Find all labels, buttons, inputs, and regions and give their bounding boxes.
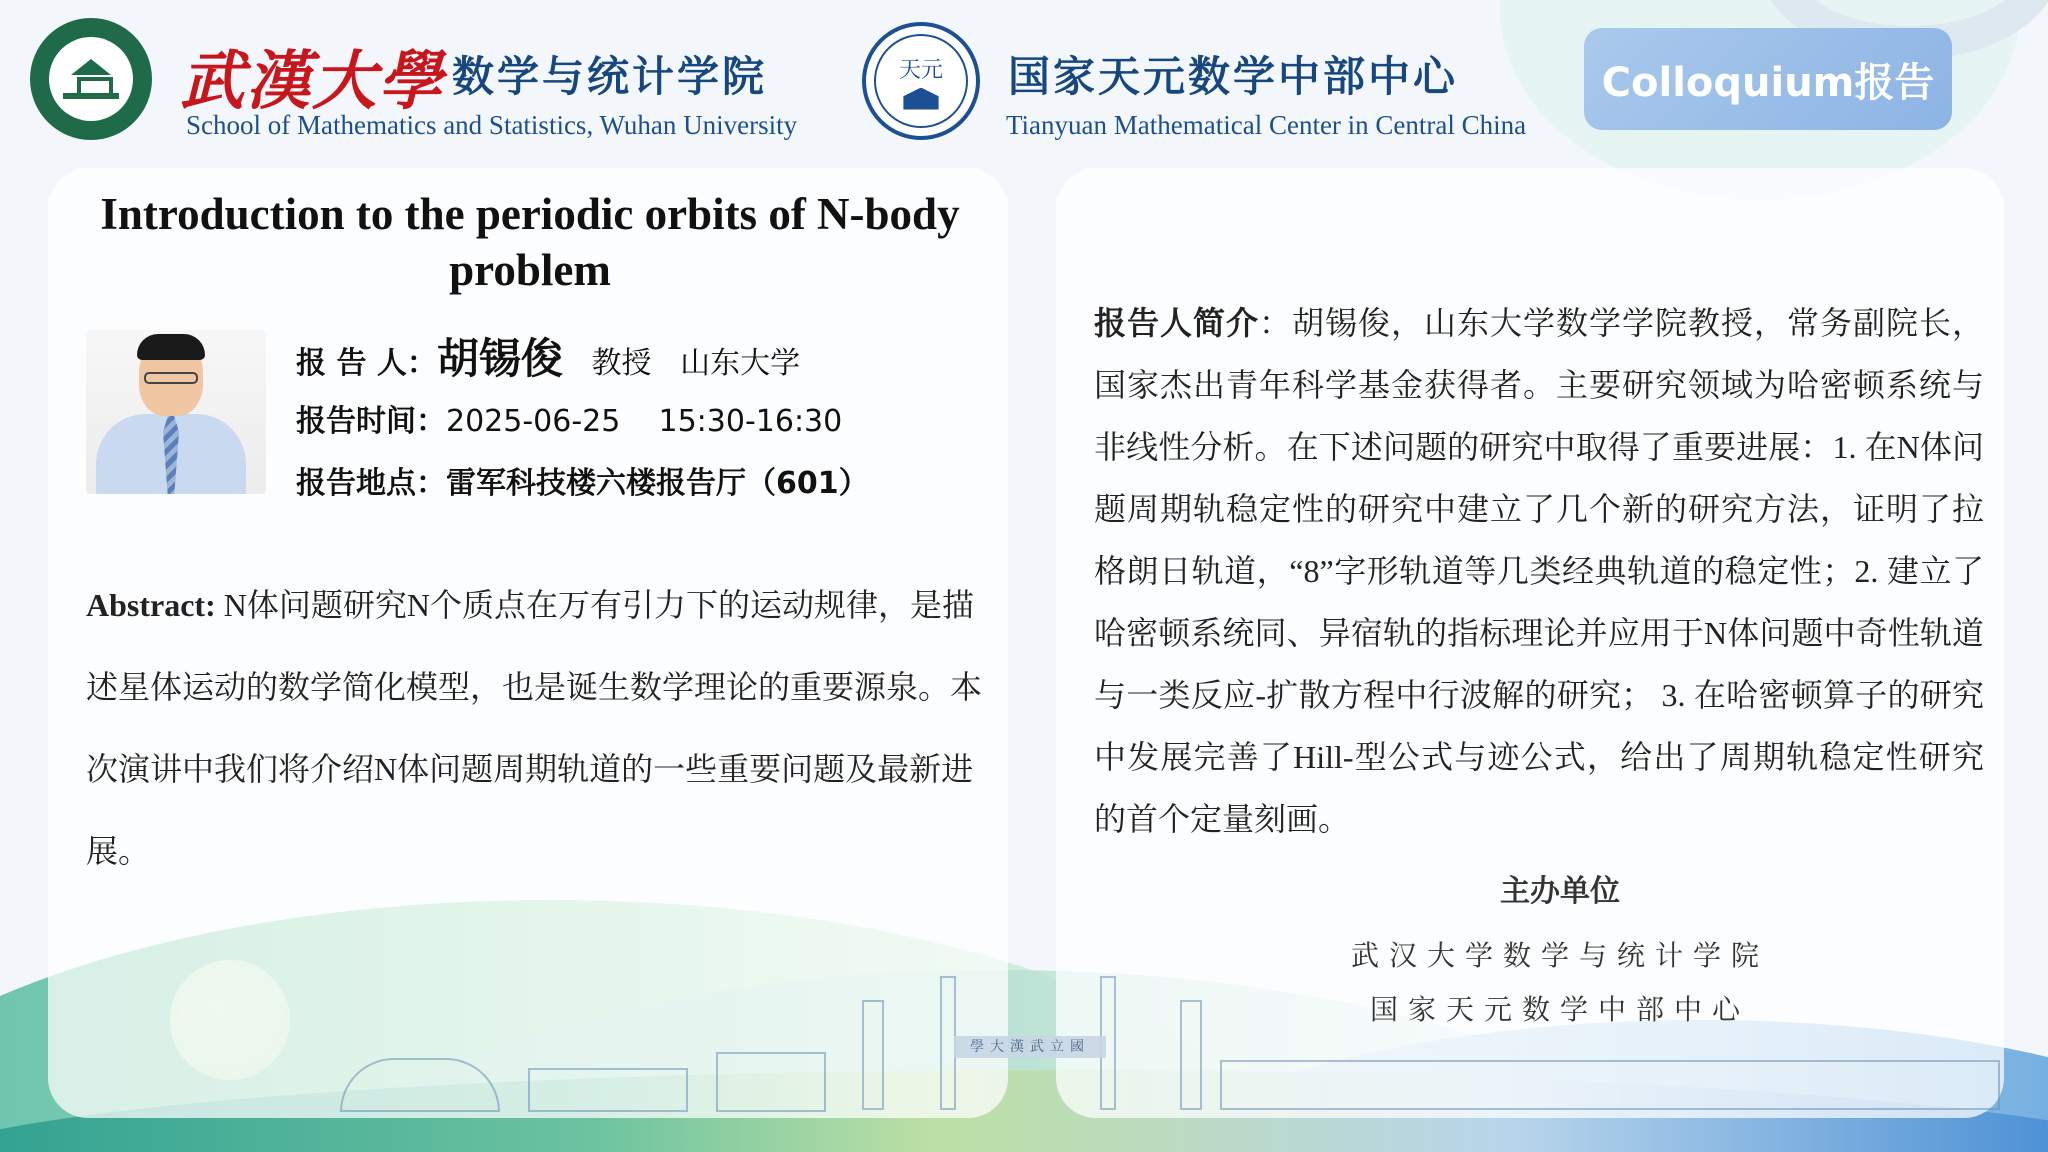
- university-calligraphy: 武漢大學: [180, 44, 444, 119]
- colloquium-badge: [1584, 28, 1952, 130]
- bio-text: ：胡锡俊，山东大学数学学院教授，常务副院长，国家杰出青年科学基金获得者。主要研究领域为哈密顿系统与非线性分析。在下述问题的研究中取得了重要进展：1. 在N体问题周期轨稳定性的研究中建立了几个新的研究方法，证明了拉格朗日轨道，“8”字形轨道等几类经典轨道的稳定性；2. 建立了哈密顿系统同、异宿轨的指标理论并应用于N体问题中奇性轨道与一类反应-扩散方程中行波解的研究； 3. 在哈密顿算子的研究中发展完善了Hill-型公式与迹公式，给出了周期轨稳定性研究的首个定量刻画。: [1094, 305, 1984, 837]
- organizer-item: 国家天元数学中部中心: [1369, 993, 1750, 1026]
- organizer-item: 武汉大学数学与统计学院: [1350, 939, 1769, 972]
- gate-plaque: 學大漢武立國: [954, 1036, 1106, 1058]
- abstract-text: N体问题研究N个质点在万有引力下的运动规律，是描述星体运动的数学简化模型，也是诞生数学理论的重要源泉。本次演讲中我们将介绍N体问题周期轨道的一些重要问题及最新进展。: [86, 587, 983, 869]
- time-value: 2025-06-25 15:30-16:30: [446, 404, 843, 439]
- time-label: 报告时间：: [296, 404, 446, 439]
- badge-label: Colloquium报告: [1601, 59, 1935, 106]
- center-name-en: Tianyuan Mathematical Center in Central China: [1006, 110, 1527, 140]
- building-silhouette: [716, 1052, 826, 1112]
- center-name-cn: 国家天元数学中部中心: [1008, 52, 1459, 101]
- tianyuan-center-logo: 天元: [862, 22, 980, 140]
- abstract-label: Abstract:: [86, 587, 216, 623]
- building-silhouette: [528, 1068, 688, 1112]
- speaker-name: 胡锡俊: [436, 334, 563, 383]
- school-name-cn: 数学与统计学院: [452, 52, 768, 101]
- speaker-title: 教授: [591, 346, 652, 381]
- talk-title: Introduction to the periodic orbits of N-body problem: [100, 189, 960, 295]
- time-row: [296, 396, 842, 440]
- place-value: 雷军科技楼六楼报告厅（601）: [446, 466, 869, 501]
- speaker-affiliation: 山东大学: [680, 346, 801, 381]
- speaker-bio: [1094, 292, 1984, 850]
- speaker-row: [296, 326, 800, 386]
- bio-label: 报告人简介: [1094, 304, 1259, 342]
- organizer-title: 主办单位: [1500, 874, 1620, 909]
- gate-pillar: [862, 1000, 884, 1110]
- building-silhouette: [1220, 1060, 2000, 1110]
- abstract: [86, 564, 990, 892]
- speaker-photo: [86, 330, 266, 494]
- speaker-label: 报 告 人：: [296, 346, 437, 381]
- gate-pillar: [1180, 1000, 1202, 1110]
- place-row: [296, 458, 869, 502]
- school-name-en: School of Mathematics and Statistics, Wuhan University: [186, 110, 798, 140]
- wuhan-university-logo: [30, 18, 152, 140]
- place-label: 报告地点：: [296, 466, 446, 501]
